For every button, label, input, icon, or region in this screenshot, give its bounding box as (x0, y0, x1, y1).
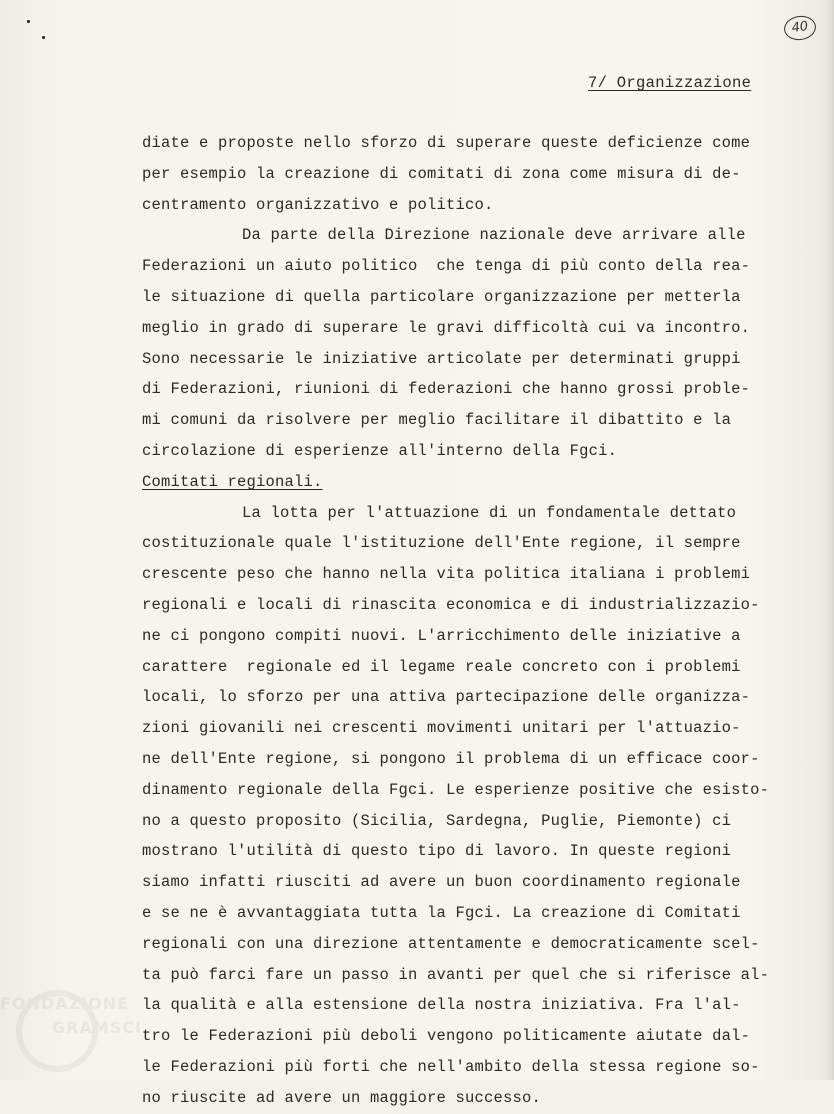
stray-ink-mark (42, 36, 45, 39)
text-line: per esempio la creazione di comitati di zona come misura di de- (142, 164, 741, 183)
text-line: regionali con una direzione attentamente e democraticamente scel- (142, 934, 760, 953)
page-edge-shadow (824, 0, 834, 1080)
text-line: tro le Federazioni più deboli vengono politicamente aiutate dal- (142, 1027, 751, 1046)
text-line: centramento organizzativo e politico. (142, 195, 494, 214)
text-line: no riuscite ad avere un maggiore successo. (142, 1088, 542, 1107)
text-line: siamo infatti riusciti ad avere un buon coordinamento regionale (142, 873, 741, 892)
text-line: Federazioni un aiuto politico che tenga di più conto della rea- (142, 257, 751, 276)
text-line: ne ci pongono compiti nuovi. L'arricchimento delle iniziative a (142, 626, 741, 645)
body-text (142, 128, 802, 1114)
subheading-line (142, 467, 802, 498)
watermark-logo (0, 990, 142, 1070)
text-line: mi comuni da risolvere per meglio facilitare il dibattito e la (142, 411, 732, 430)
text-line: diate e proposte nello sforzo di superare queste deficienze come (142, 134, 751, 152)
text-line: di Federazioni, riunioni di federazioni che hanno grossi proble- (142, 380, 751, 399)
subheading: Comitati regionali. (142, 472, 323, 491)
text-line: La lotta per l'attuazione di un fondamentale dettato (242, 503, 737, 522)
text-line: la qualità e alla estensione della nostra iniziativa. Fra l'al- (142, 996, 741, 1015)
text-line: mostrano l'utilità di questo tipo di lavoro. In queste regioni (142, 842, 732, 861)
text-line: ta può farci fare un passo in avanti per quel che si riferisce al- (142, 965, 770, 984)
watermark-text: FONDAZIONE (0, 994, 130, 1013)
text-line: le Federazioni più forti che nell'ambito della stessa regione so- (142, 1057, 760, 1076)
text-line: carattere regionale ed il legame reale concreto con i problemi (142, 657, 741, 676)
watermark-circle-icon (16, 990, 98, 1072)
text-line: meglio in grado di superare le gravi difficoltà cui va incontro. (142, 318, 751, 337)
text-line: crescente peso che hanno nella vita politica italiana i problemi (142, 565, 751, 584)
text-line: locali, lo sforzo per una attiva partecipazione delle organizza- (142, 688, 751, 707)
text-line: Da parte della Direzione nazionale deve arrivare alle (242, 226, 746, 245)
text-line: Sono necessarie le iniziative articolate per determinati gruppi (142, 349, 741, 368)
text-line: e se ne è avvantaggiata tutta la Fgci. La creazione di Comitati (142, 903, 741, 922)
text-line: le situazione di quella particolare organizzazione per metterla (142, 287, 741, 306)
text-line: regionali e locali di rinascita economica e di industrializzazio- (142, 595, 760, 614)
text-line: costituzionale quale l'istituzione dell'Ente regione, il sempre (142, 534, 741, 553)
text-line: ne dell'Ente regione, si pongono il problema di un efficace coor- (142, 749, 760, 768)
text-line: zioni giovanili nei crescenti movimenti unitari per l'attuazio- (142, 719, 741, 738)
section-title: 7/ Organizzazione (588, 74, 752, 92)
text-line: dinamento regionale della Fgci. Le esperienze positive che esisto- (142, 780, 770, 799)
text-line: no a questo proposito (Sicilia, Sardegna, Puglie, Piemonte) ci (142, 811, 732, 830)
text-line: circolazione di esperienze all'interno della Fgci. (142, 441, 618, 460)
page-number: 40 (782, 14, 817, 42)
watermark-text: GRAMSCI (52, 1018, 142, 1037)
stray-ink-mark (27, 20, 30, 23)
